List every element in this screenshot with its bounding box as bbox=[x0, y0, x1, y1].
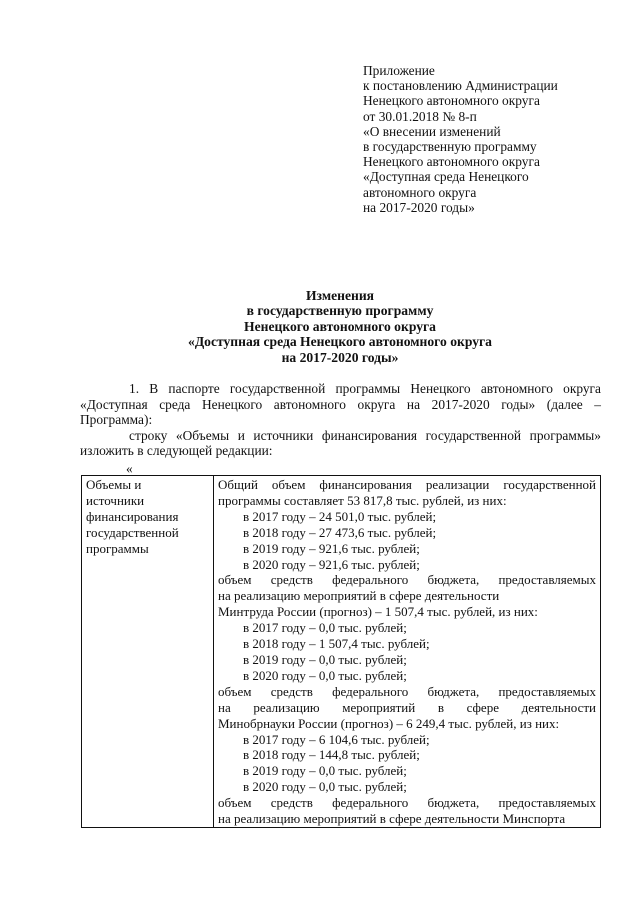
year-amount-line: в 2020 году – 0,0 тыс. рублей; bbox=[243, 779, 407, 795]
table-label-cell bbox=[82, 476, 214, 828]
appendix-line: в государственную программу bbox=[363, 139, 537, 155]
year-amount-line: в 2020 году – 921,6 тыс. рублей; bbox=[243, 556, 420, 572]
instruction-line: строку «Объемы и источники финансирования государственной программы» bbox=[129, 427, 601, 443]
heading-line: на 2017-2020 годы» bbox=[281, 349, 399, 365]
label-line: Объемы и bbox=[86, 477, 142, 492]
funding-text-line: Минтруда России (прогноз) – 1 507,4 тыс. рублей, из них: bbox=[218, 604, 538, 620]
funding-text-line: Общий объем финансирования реализации государственной bbox=[218, 477, 596, 492]
heading-line: «Доступная среда Ненецкого автономного округа bbox=[188, 334, 492, 350]
funding-text-line: Минобрнауки России (прогноз) – 6 249,4 тыс. рублей, из них: bbox=[218, 715, 560, 731]
label-line: источники bbox=[86, 492, 145, 508]
table-value-cell bbox=[214, 476, 601, 828]
label-line: программы bbox=[86, 540, 149, 556]
appendix-line: «Доступная среда Ненецкого bbox=[363, 169, 529, 185]
document-heading bbox=[80, 288, 600, 365]
appendix-line: Ненецкого автономного округа bbox=[363, 154, 540, 170]
heading-line: в государственную программу bbox=[246, 303, 434, 319]
year-amount-line: в 2019 году – 921,6 тыс. рублей; bbox=[243, 540, 420, 556]
heading-line: Ненецкого автономного округа bbox=[244, 318, 436, 334]
year-amount-line: в 2018 году – 144,8 тыс. рублей; bbox=[243, 747, 420, 763]
funding-table bbox=[81, 475, 601, 828]
item1-line: 1. В паспорте государственной программы Ненецкого автономного округа bbox=[129, 381, 601, 396]
appendix-line: от 30.01.2018 № 8-п bbox=[363, 108, 477, 124]
funding-text-line: на реализацию мероприятий в сфере деятельности bbox=[218, 588, 500, 604]
opening-quote: « bbox=[126, 461, 133, 476]
appendix-line: «О внесении изменений bbox=[363, 123, 501, 139]
appendix-block bbox=[363, 63, 603, 215]
table-row bbox=[82, 476, 601, 828]
funding-text-line: на реализацию мероприятий в сфере деятельности Минспорта bbox=[218, 811, 566, 827]
year-amount-line: в 2018 году – 1 507,4 тыс. рублей; bbox=[243, 636, 430, 652]
year-amount-line: в 2017 году – 0,0 тыс. рублей; bbox=[243, 620, 407, 636]
year-amount-line: в 2017 году – 24 501,0 тыс. рублей; bbox=[243, 508, 437, 524]
label-line: финансирования bbox=[86, 508, 179, 524]
appendix-line: к постановлению Администрации bbox=[363, 78, 558, 94]
year-amount-line: в 2018 году – 27 473,6 тыс. рублей; bbox=[243, 524, 437, 540]
appendix-line: Ненецкого автономного округа bbox=[363, 93, 540, 109]
label-line: государственной bbox=[86, 524, 179, 540]
instruction-line: изложить в следующей редакции: bbox=[80, 443, 273, 459]
item1-line: Программа): bbox=[80, 412, 153, 428]
appendix-line: на 2017-2020 годы» bbox=[363, 199, 475, 215]
body-text bbox=[80, 381, 601, 459]
heading-line: Изменения bbox=[305, 288, 375, 303]
funding-text-line: объем средств федерального бюджета, предоставляемых bbox=[218, 572, 596, 588]
year-amount-line: в 2017 году – 6 104,6 тыс. рублей; bbox=[243, 731, 430, 747]
funding-text-line: на реализацию мероприятий в сфере деятельности bbox=[218, 699, 596, 715]
funding-text-line: программы составляет 53 817,8 тыс. рублей, из них: bbox=[218, 492, 507, 508]
appendix-line: Приложение bbox=[363, 63, 435, 78]
funding-text-line: объем средств федерального бюджета, предоставляемых bbox=[218, 795, 596, 811]
item1-line: «Доступная среда Ненецкого автономного округа на 2017-2020 годы» (далее – bbox=[80, 396, 601, 412]
year-amount-line: в 2019 году – 0,0 тыс. рублей; bbox=[243, 763, 407, 779]
year-amount-line: в 2020 году – 0,0 тыс. рублей; bbox=[243, 667, 407, 683]
year-amount-line: в 2019 году – 0,0 тыс. рублей; bbox=[243, 651, 407, 667]
appendix-line: автономного округа bbox=[363, 184, 477, 200]
funding-text-line: объем средств федерального бюджета, предоставляемых bbox=[218, 683, 596, 699]
